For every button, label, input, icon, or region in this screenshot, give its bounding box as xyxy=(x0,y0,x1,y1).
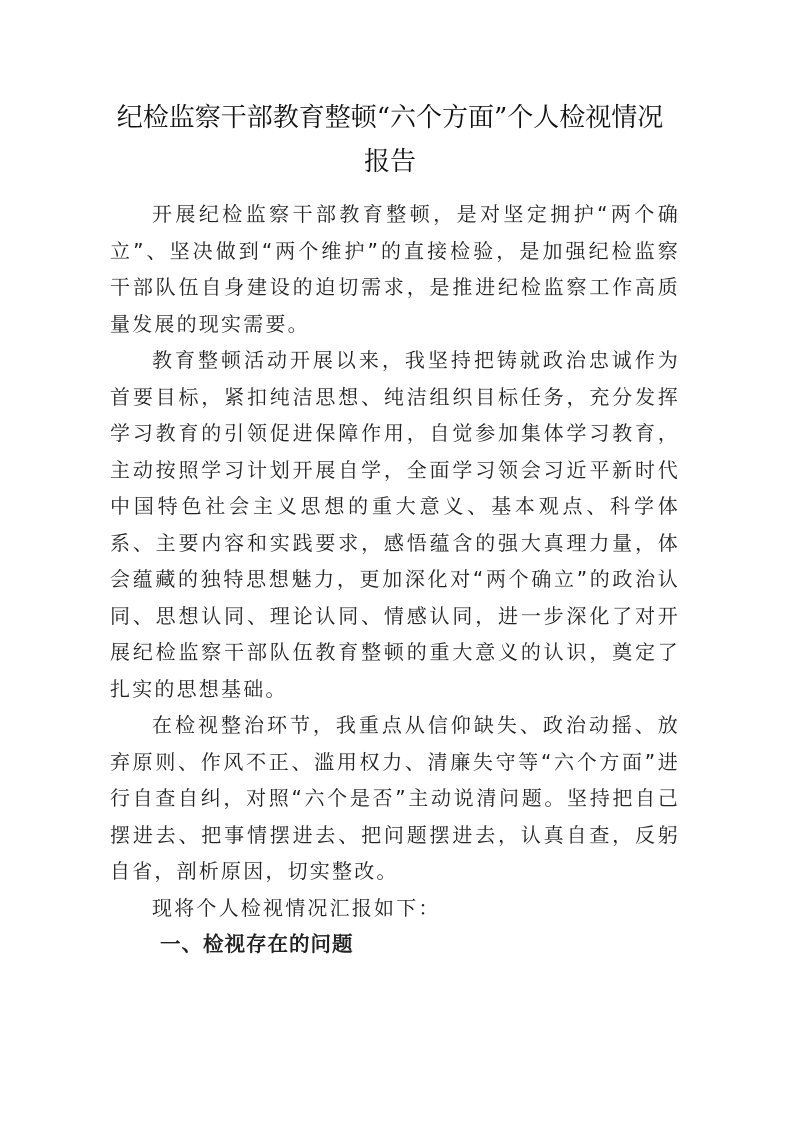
title-line-1: 纪检监察干部教育整顿“六个方面”个人检视情况 xyxy=(116,103,664,133)
paragraph-review: 在检视整治环节，我重点从信仰缺失、政治动摇、放弃原则、作风不正、滥用权力、清廉失守等“六个方面”进行自查自纠，对照“六个是否”主动说清问题。坚持把自己摆进去、把事情摆进去、把问题摆进去，认真自查，反躬自省，剖析原因，切实整改。 xyxy=(110,713,680,883)
paragraph-study: 教育整顿活动开展以来，我坚持把铸就政治忠诚作为首要目标，紧扣纯洁思想、纯洁组织目标任务，充分发挥学习教育的引领促进保障作用，自觉参加集体学习教育，主动按照学习计划开展自学，全面学习领会习近平新时代中国特色社会主义思想的重大意义、基本观点、科学体系、主要内容和实践要求，感悟蕴含的强大真理力量，体会蕴藏的独特思想魅力，更加深化对“两个确立”的政治认同、思想认同、理论认同、情感认同，进一步深化了对开展纪检监察干部队伍教育整顿的重大意义的认识，奠定了扎实的思想基础。 xyxy=(110,348,680,701)
document-body xyxy=(110,196,680,963)
title-line-2: 报告 xyxy=(363,147,416,177)
paragraph-intro: 开展纪检监察干部教育整顿，是对坚定拥护“两个确立”、坚决做到“两个维护”的直接检验，是加强纪检监察干部队伍自身建设的迫切需求，是推进纪检监察工作高质量发展的现实需要。 xyxy=(110,202,680,336)
document-title xyxy=(100,96,680,184)
section-heading: 一、检视存在的问题 xyxy=(160,932,354,956)
paragraph-report-intro: 现将个人检视情况汇报如下： xyxy=(152,895,441,920)
